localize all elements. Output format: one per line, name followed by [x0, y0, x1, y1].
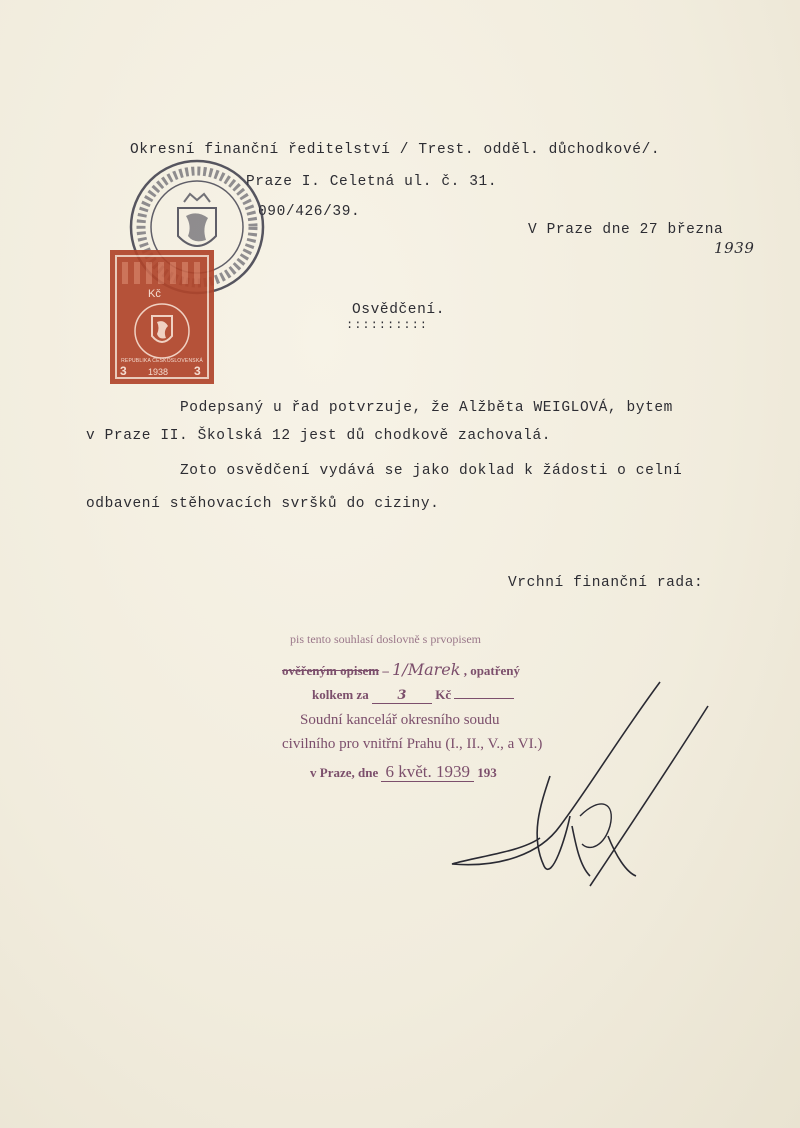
title-underline: ::::::::::: [346, 318, 429, 332]
court-stamp-line-3-pre: kolkem za: [312, 687, 369, 702]
stamp-country-text: REPUBLIKA ČESKOSLOVENSKÁ: [121, 358, 203, 364]
body-line-1: Podepsaný u řad potvrzuje, že Alžběta WEIGLOVÁ, bytem: [180, 400, 673, 416]
revenue-stamp: [110, 250, 214, 384]
reference-number: 090/426/39.: [258, 204, 361, 220]
date-line: V Praze dne 27 března: [528, 222, 724, 238]
stamp-value-right: 3: [194, 364, 201, 378]
court-stamp-line-3-post: Kč: [435, 687, 452, 702]
document-title: Osvědčení.: [352, 302, 446, 318]
court-stamp-line-5: civilního pro vnitřní Prahu (I., II., V., a VI.): [282, 736, 543, 752]
court-stamp-line-6-pre: v Praze, dne: [310, 765, 379, 780]
court-stamp-line-2-pre: ověřeným opisem: [282, 663, 380, 678]
body-line-2: v Praze II. Školská 12 jest dů chodkově zachovalá.: [86, 428, 552, 444]
stamp-year: 1938: [148, 367, 169, 377]
date-year: 1939: [714, 239, 755, 257]
handwritten-signature-icon: [440, 676, 720, 896]
court-stamp-line-2: ověřeným opisem – 1/Marek , opatřený: [282, 660, 521, 679]
court-stamp-line-6-post: 193: [477, 765, 497, 780]
court-stamp-date: 6 květ. 1939: [381, 762, 474, 782]
lion-emblem-icon: [132, 302, 192, 360]
court-stamp-line-3-hand: 3: [372, 688, 432, 704]
court-stamp-line-2-post: opatřený: [470, 663, 521, 678]
stamp-currency: Kč: [148, 288, 161, 300]
body-line-3: Zoto osvědčení vydává se jako doklad k žádosti o celní: [180, 463, 683, 479]
stamp-value-left: 3: [120, 364, 127, 378]
letterhead-address: Praze I. Celetná ul. č. 31.: [246, 174, 498, 190]
signatory-title: Vrchní finanční rada:: [508, 575, 704, 591]
letterhead-office: Okresní finanční ředitelství / Trest. odděl. důchodkové/.: [130, 142, 661, 158]
body-line-4: odbavení stěhovacích svršků do ciziny.: [86, 496, 440, 512]
court-stamp-line-1: pis tento souhlasí doslovně s prvopisem: [290, 632, 481, 646]
court-stamp-line-4: Soudní kancelář okresního soudu: [300, 712, 500, 728]
court-stamp-line-2-hand: 1/Marek: [392, 660, 461, 679]
